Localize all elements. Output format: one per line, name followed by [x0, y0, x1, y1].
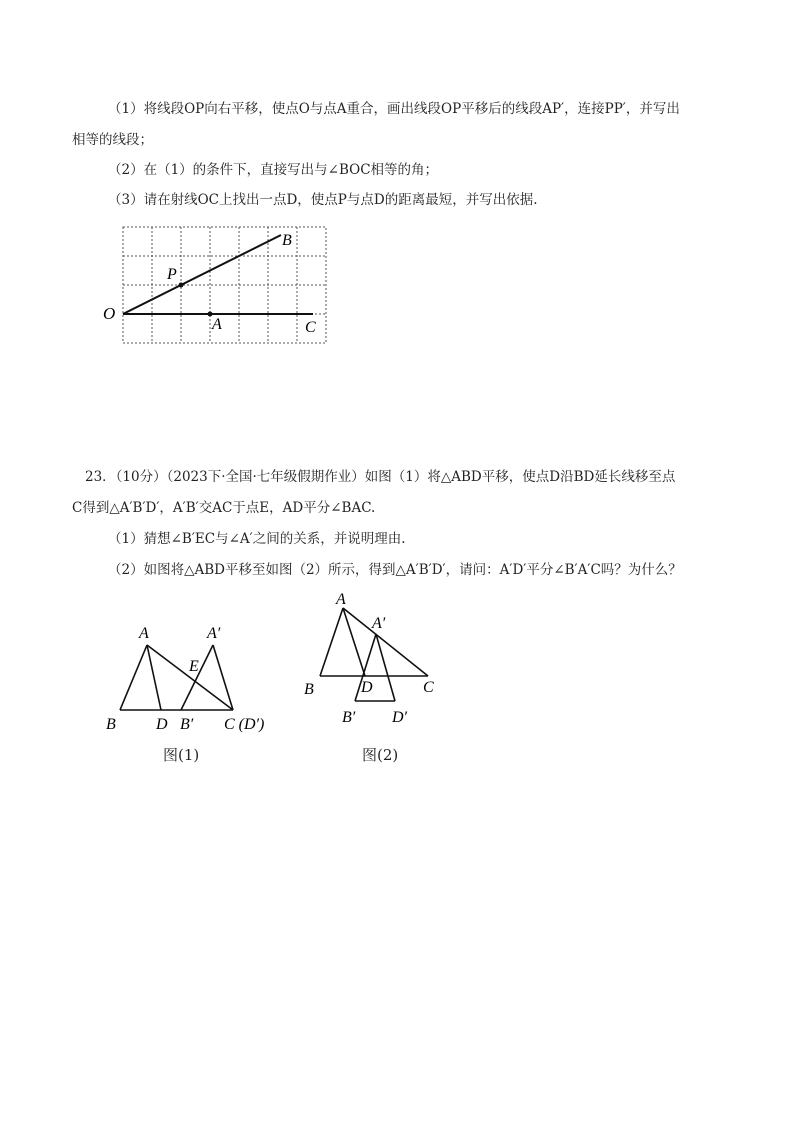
label-p: P — [167, 266, 177, 283]
label-a: A — [212, 316, 222, 333]
label-d: D — [361, 679, 373, 696]
segment-ab — [320, 608, 343, 676]
q23-figure2-caption: 图(2) — [362, 746, 399, 764]
q23-part2: （2）如图将△ABD平移至如图（2）所示，得到△A′B′D′，请问：A′D′平分∠B′A′C吗？为什么？ — [108, 562, 682, 578]
label-c: C — [423, 679, 434, 696]
label-b: B — [282, 232, 292, 249]
label-c-d-prime: C (D′) — [224, 716, 265, 733]
q23-part1: （1）猜想∠B′EC与∠A′之间的关系，并说明理由. — [108, 531, 406, 547]
segment-a2b2 — [181, 645, 213, 710]
q23-figure2 — [295, 588, 455, 728]
ray-ob — [123, 235, 281, 314]
q23-header-line1: 23．（10分）（2023下·全国·七年级假期作业）如图（1）将△ABD平移，使点D沿BD延长线移至点 — [85, 469, 676, 485]
label-o: O — [103, 304, 116, 323]
label-b-prime: B′ — [180, 716, 194, 733]
segment-a2c — [213, 645, 233, 710]
q22-part2: （2）在（1）的条件下，直接写出与∠BOC相等的角； — [108, 162, 439, 178]
q22-grid-figure — [95, 222, 345, 347]
label-b-prime: B′ — [342, 709, 356, 726]
label-e: E — [189, 658, 199, 675]
label-a: A — [139, 625, 149, 642]
segment-ab — [120, 645, 147, 710]
label-b: B — [304, 681, 314, 698]
q23-figure1-caption: 图(1) — [163, 746, 200, 764]
segment-ad — [343, 608, 365, 676]
q23-figure1 — [100, 615, 290, 740]
label-a-prime: A′ — [207, 625, 221, 642]
segment-ac — [147, 645, 233, 710]
q22-part1-line1: （1）将线段OP向右平移，使点O与点A重合，画出线段OP平移后的线段AP′，连接PP′，并写出 — [108, 101, 680, 117]
label-c: C — [305, 319, 316, 336]
label-a: A — [336, 591, 346, 608]
q22-part3: （3）请在射线OC上找出一点D，使点P与点D的距离最短，并写出依据. — [108, 192, 538, 208]
q22-part1-line2: 相等的线段； — [72, 132, 153, 148]
grid-lines — [123, 227, 326, 343]
label-a-prime: A′ — [372, 615, 386, 632]
q23-header-line2: C得到△A′B′D′，A′B′交AC于点E，AD平分∠BAC. — [72, 500, 376, 516]
label-d-prime: D′ — [392, 709, 408, 726]
label-b: B — [106, 716, 116, 733]
label-d: D — [156, 716, 168, 733]
point-p — [179, 283, 184, 288]
segment-a2d2 — [376, 634, 395, 701]
